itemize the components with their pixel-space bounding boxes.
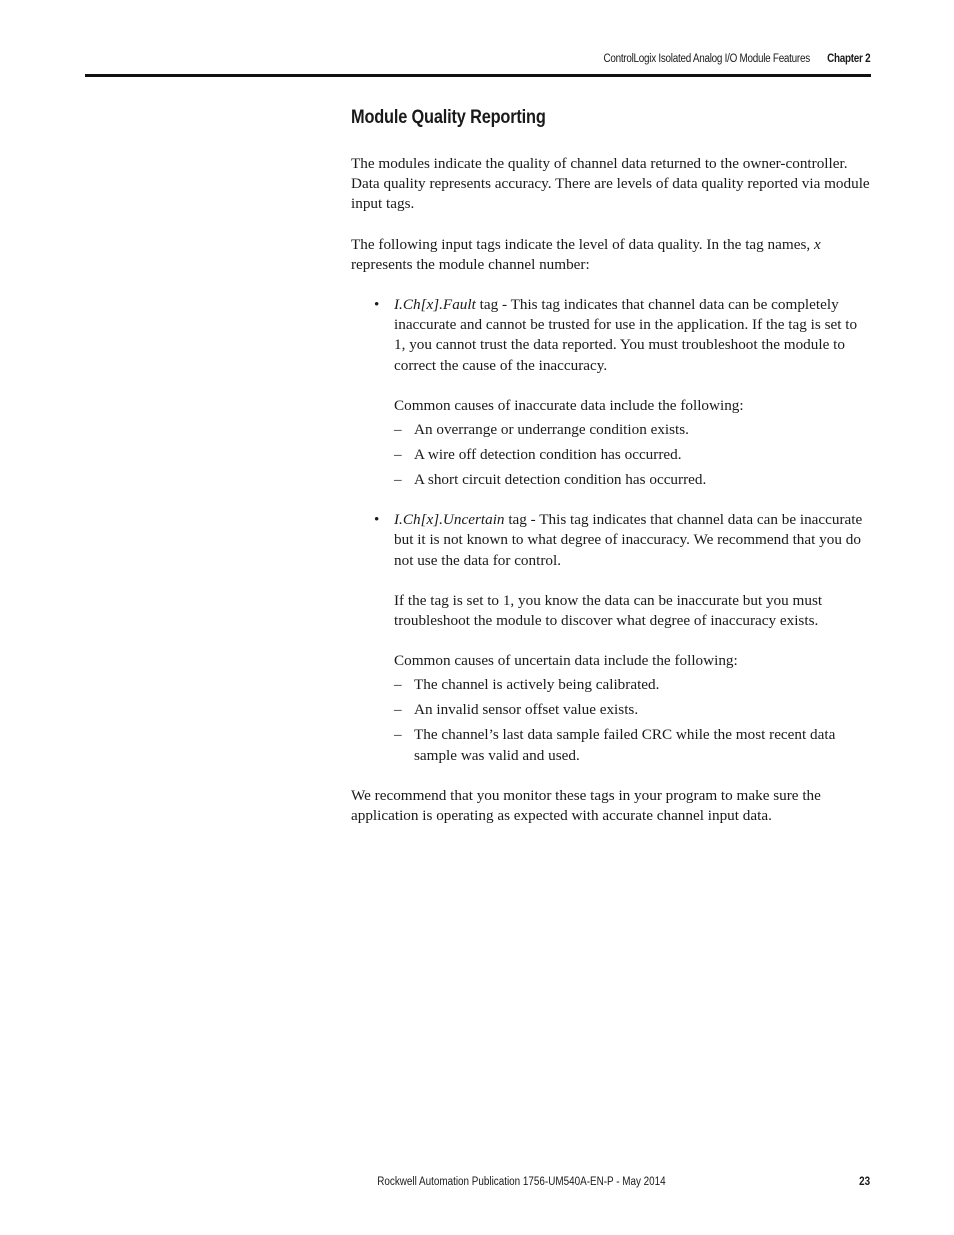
uncertain-cause-text: The channel is actively being calibrated. (414, 676, 660, 694)
uncertain-tag-description (394, 510, 871, 571)
fault-tag-name: I.Ch[x].Fault (394, 296, 476, 314)
list-item (394, 675, 871, 695)
fault-tag-text: tag - This tag indicates that channel data can be completely inaccurate and cannot be trusted for use in the application. If the tag is set to 1, you cannot trust the data reported. You must troubleshoot the module to correct the cause of the inaccuracy. (394, 296, 858, 374)
uncertain-tag-name: I.Ch[x].Uncertain (394, 511, 505, 529)
list-item (394, 700, 871, 720)
dash-marker: – (394, 676, 402, 694)
page-footer (377, 1176, 870, 1188)
fault-causes-lead: Common causes of inaccurate data include the following: (394, 396, 744, 414)
running-header (603, 53, 870, 65)
fault-causes-list (394, 420, 871, 490)
header-section-title: ControlLogix Isolated Analog I/O Module Features (603, 53, 810, 65)
list-item (394, 470, 871, 490)
dash-marker: – (394, 446, 402, 464)
fault-tag-description (394, 295, 871, 376)
dash-marker: – (394, 471, 402, 489)
intro-paragraph-2 (351, 235, 871, 275)
footer-publication: Rockwell Automation Publication 1756-UM540A-EN-P - May 2014 (377, 1176, 666, 1188)
body-text (351, 154, 871, 846)
uncertain-causes-list (394, 675, 871, 765)
list-item (394, 420, 871, 440)
uncertain-tag-note: If the tag is set to 1, you know the data can be inaccurate but you must troubleshoot the module to discover what degree of inaccuracy exists. (394, 591, 823, 630)
fault-cause-text: A short circuit detection condition has occurred. (414, 471, 707, 489)
bullet-marker: • (374, 511, 380, 529)
intro2-variable: x (813, 235, 821, 253)
dash-marker: – (394, 726, 402, 744)
uncertain-tag-item (351, 510, 871, 766)
closing-paragraph: We recommend that you monitor these tags in your program to make sure the application is operating as expected with accurate channel input data. (351, 786, 821, 825)
dash-marker: – (394, 421, 402, 439)
dash-marker: – (394, 701, 402, 719)
uncertain-cause-text: An invalid sensor offset value exists. (414, 701, 639, 719)
uncertain-cause-text: The channel’s last data sample failed CRC while the most recent data sample was valid and used. (414, 726, 836, 764)
list-item (394, 445, 871, 465)
fault-tag-item (351, 295, 871, 490)
header-chapter: Chapter 2 (826, 53, 870, 65)
page-number: 23 (858, 1176, 870, 1188)
list-item (394, 725, 871, 765)
intro-paragraph-1: The modules indicate the quality of channel data returned to the owner-controller. Data quality represents accuracy. There are levels of data quality reported via module input tags. (351, 155, 870, 213)
fault-cause-text: An overrange or underrange condition exists. (414, 421, 689, 439)
header-rule (85, 74, 871, 77)
uncertain-causes-lead: Common causes of uncertain data include the following: (394, 652, 738, 670)
quality-tag-list (351, 295, 871, 766)
uncertain-tag-text: tag - This tag indicates that channel data can be inaccurate but it is not known to what degree of inaccuracy. We recommend that you do not use the data for control. (394, 511, 863, 569)
bullet-marker: • (374, 296, 380, 314)
intro2-text-b: represents the module channel number: (351, 255, 590, 273)
intro2-text-a: The following input tags indicate the level of data quality. In the tag names, (351, 235, 814, 253)
section-title: Module Quality Reporting (351, 107, 546, 128)
fault-cause-text: A wire off detection condition has occurred. (414, 446, 682, 464)
